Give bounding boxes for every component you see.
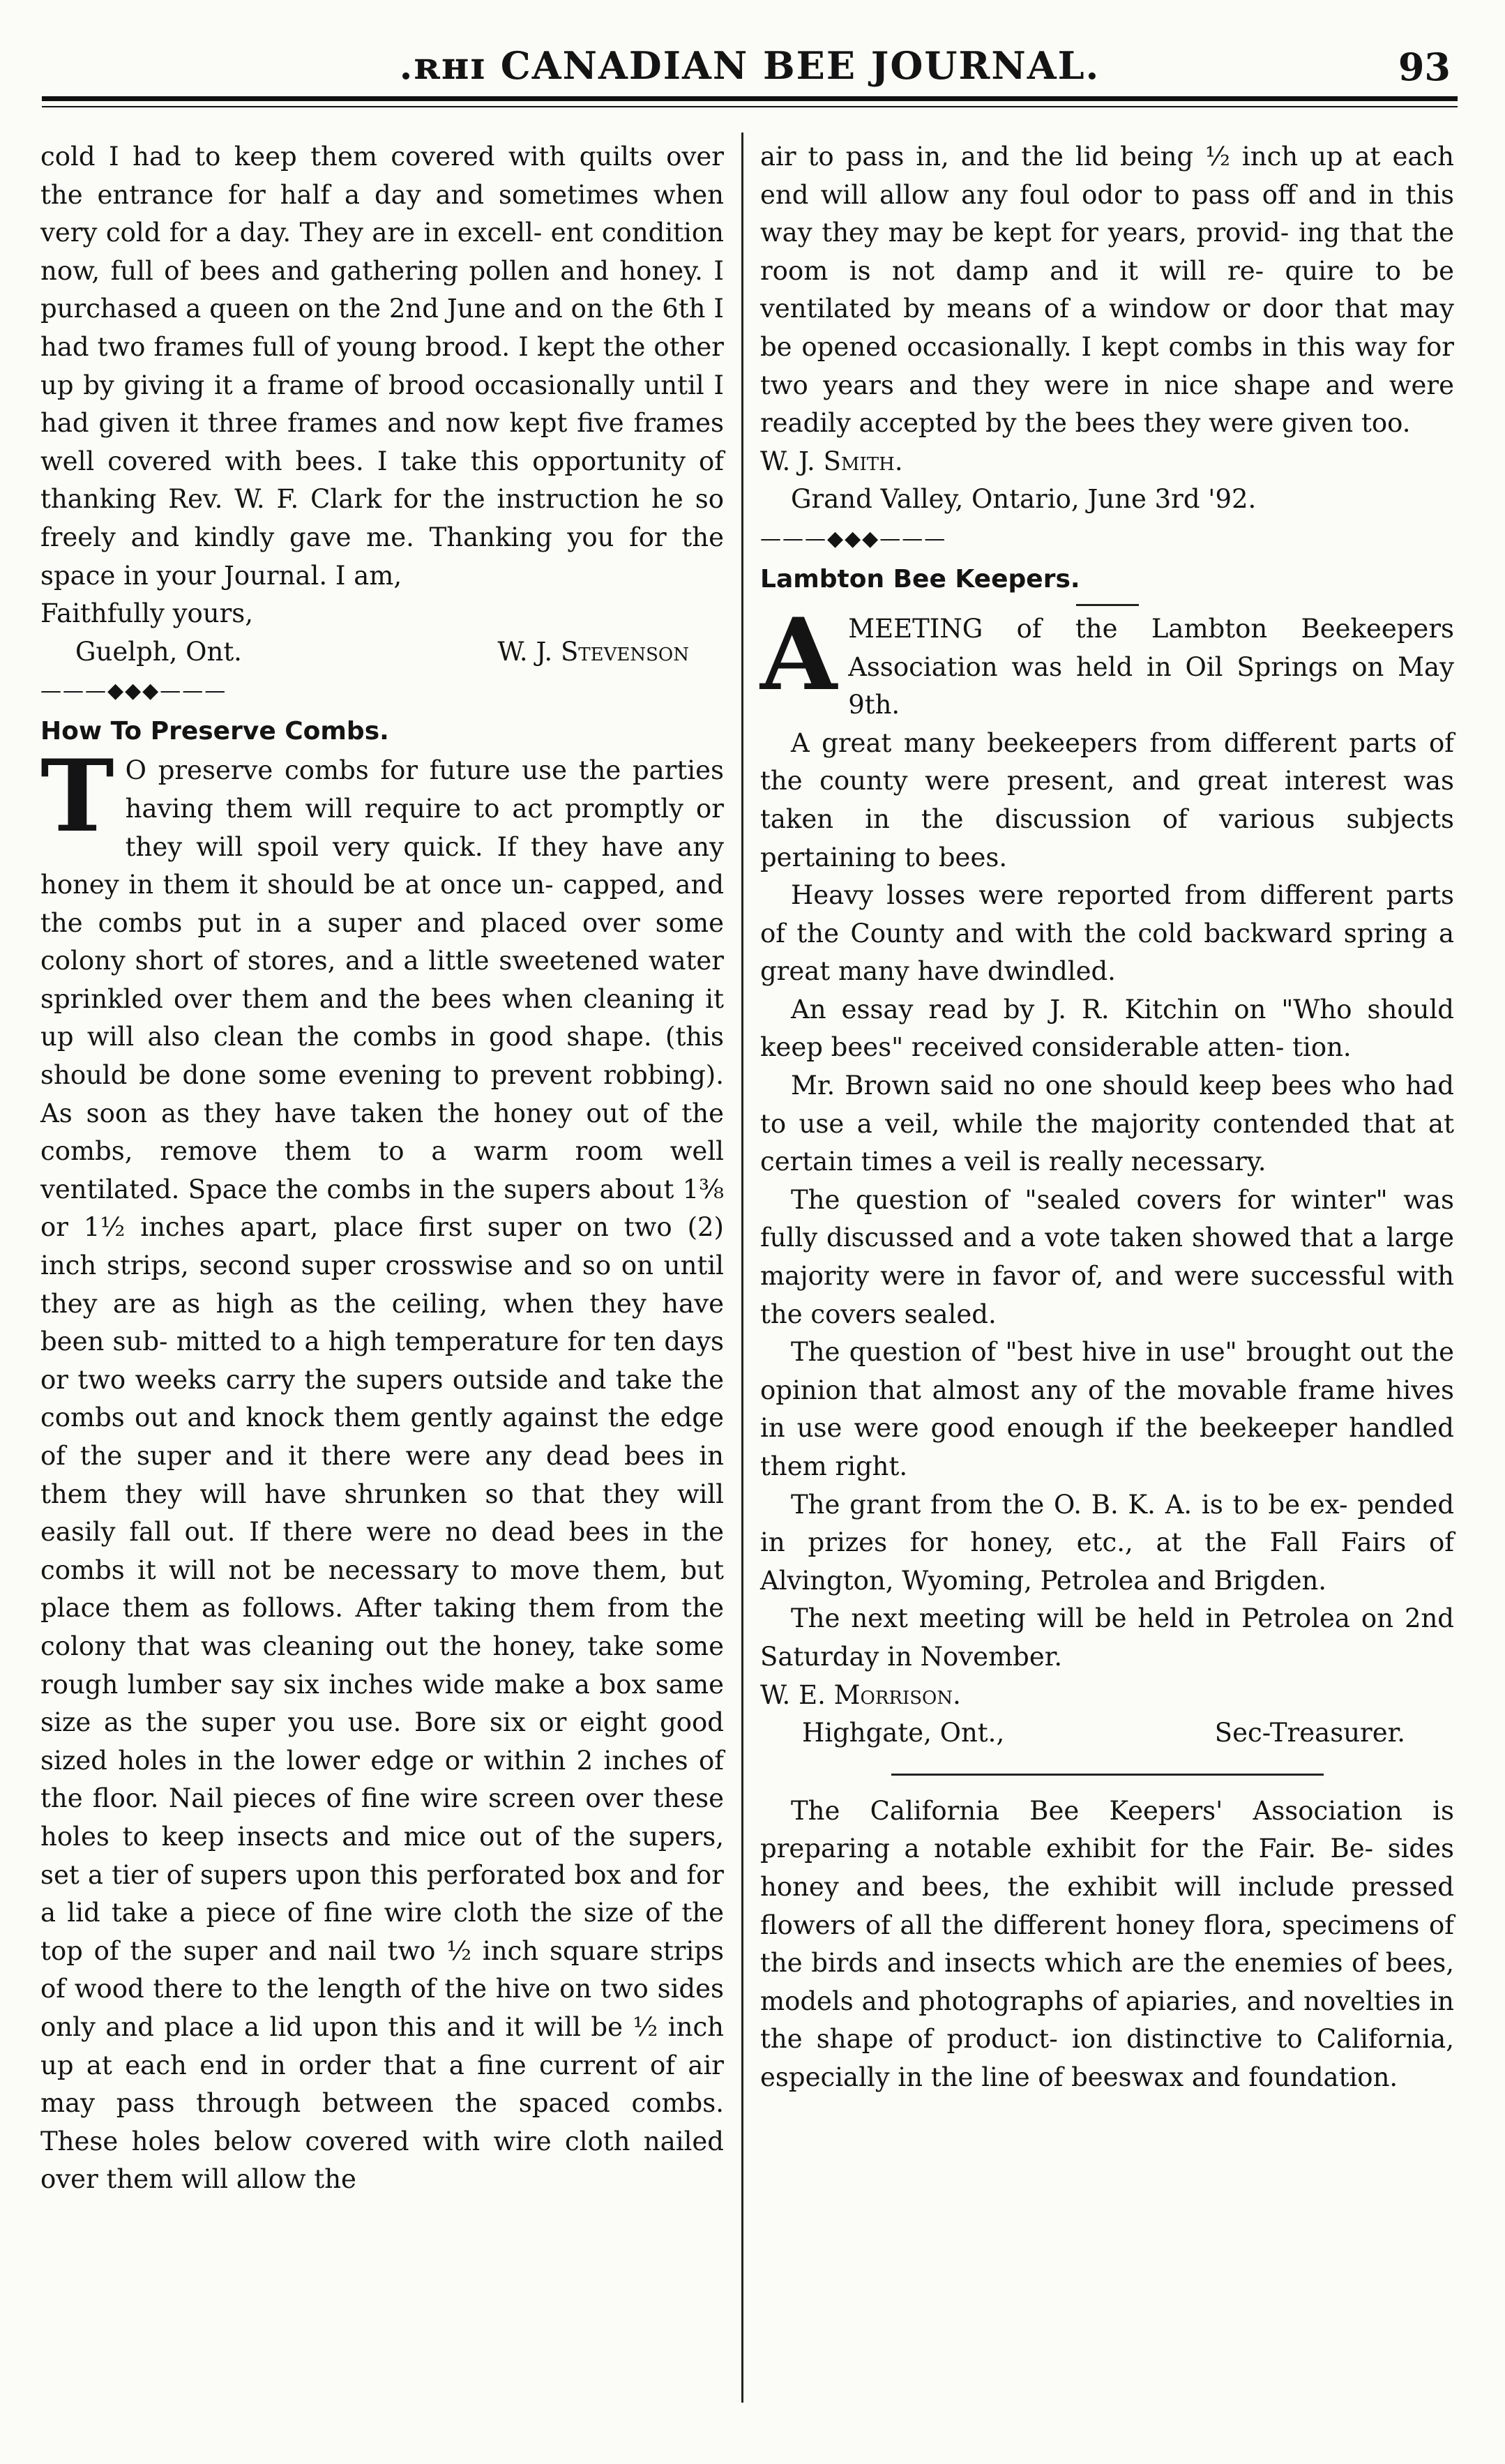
lambton-signature-place: Highgate, Ont.,	[802, 1718, 1005, 1748]
article-heading-preserve-combs: How To Preserve Combs.	[40, 717, 389, 746]
lambton-signature-title: Sec-Treasurer.	[1214, 1718, 1405, 1748]
article-heading-lambton: Lambton Bee Keepers.	[760, 564, 1080, 594]
lambton-paragraph: The grant from the O. B. K. A. is to be ex- pended in prizes for honey, etc., at the Fall Fairs of Alvington, Wyoming, Petrolea and Brigden.	[760, 1489, 1454, 1596]
right-column	[760, 138, 1454, 2097]
letter-continuation: cold I had to keep them covered with quilts over the entrance for half a day and sometimes when very cold for a day. They are in excell- ent condition now, full of bees and gathering pollen and honey. I purchased a queen on the 2nd June and on the 6th I had two frames full of young brood. I kept the other up by giving it a frame of brood occasionally until I had given it three frames and now kept five frames well covered with bees. I take this opportunity of thanking Rev. W. F. Clark for the instruction he so freely and kindly gave me. Thanking you for the space in your Journal. I am,	[40, 142, 724, 591]
page-header	[42, 43, 1458, 99]
lambton-paragraph: The question of "sealed covers for winter" was fully discussed and a vote taken showed that a large majority were in favor of, and were successful with the covers sealed.	[760, 1184, 1454, 1329]
letter-author: W. J. Stevenson	[497, 636, 689, 667]
combs-article-continuation: air to pass in, and the lid being ½ inch up at each end will allow any foul odor to pass off and in this way they may be kept for years, provid- ing that the room is not damp and it will re- quire to be ventilated by means of a window or door that may be opened occasionally. I kept combs in this way for two years and they were in nice shape and were readily accepted by the bees they were given too.	[760, 142, 1454, 439]
letter-closing: Faithfully yours,	[40, 598, 254, 629]
lambton-paragraph: Mr. Brown said no one should keep bees who had to use a veil, while the majority contended that at certain times a veil is really necessary.	[760, 1071, 1454, 1177]
header-rule-thick	[42, 96, 1458, 101]
lambton-paragraph: The question of "best hive in use" brought out the opinion that almost any of the movable frame hives in use were good enough if the beekeeper handled them right.	[760, 1337, 1454, 1481]
lambton-paragraph: A great many beekeepers from different parts of the county were present, and great interest was taken in the discussion of various subjects pertaining to bees.	[760, 727, 1454, 872]
header-rule-thin	[42, 106, 1458, 107]
lambton-signature-row	[760, 1714, 1454, 1753]
lambton-lead-text: MEETING of the Lambton Beekeepers Association was held in Oil Springs on May 9th.	[848, 613, 1454, 720]
combs-article-place-date: Grand Valley, Ontario, June 3rd '92.	[791, 484, 1257, 515]
article-preserve-combs	[40, 739, 724, 2199]
lambton-paragraph: An essay read by J. R. Kitchin on "Who should keep bees" received considerable atten- tion.	[760, 994, 1454, 1063]
left-column	[40, 138, 724, 2199]
column-divider	[741, 133, 743, 2403]
page-number: 93	[1398, 45, 1451, 89]
section-ornament: ———◆◆◆———	[40, 679, 227, 704]
section-divider	[891, 1774, 1324, 1776]
lambton-paragraph: The next meeting will be held in Petrolea on 2nd Saturday in November.	[760, 1603, 1454, 1672]
letter-place: Guelph, Ont.	[75, 636, 242, 667]
lambton-paragraph: Heavy losses were reported from different parts of the County and with the cold backward spring a great many have dwindled.	[760, 880, 1454, 987]
heading-underline	[1076, 604, 1139, 606]
letter-signature	[40, 633, 724, 672]
dropcap-letter: T	[40, 739, 114, 855]
journal-title: .ʀʜɪ CANADIAN BEE JOURNAL.	[399, 43, 1101, 88]
article-preserve-combs-text: O preserve combs for future use the parties having them will require to act promptly or they will spoil very quick. If they have any honey in them it should be at once un- capped, and the combs put in a super and placed over some colony short of stores, and a little sweetened water sprinkled over them and the bees when cleaning it up will also clean the combs in good shape. (this should be done some evening to prevent robbing). As soon as they have taken the honey out of the combs, remove them to a warm room well ventilated. Space the combs in the supers about 1⅜ or 1½ inches apart, place first super on two (2) inch strips, second super crosswise and so on until they are as high as the ceiling, when they have been sub- mitted to a high temperature for ten days or two weeks carry the supers outside and take the combs out and knock them gently against the edge of the super and it there were any dead bees in them they will have shrunken so that they will easily fall out. If there were no dead bees in the combs it will not be necessary to move them, but place them as follows. After taking them from the colony that was cleaning out the honey, take some rough lumber say six inches wide make a box same size as the super you use. Bore six or eight good sized holes in the lower edge or within 2 inches of the floor. Nail pieces of fine wire screen over these holes to keep insects and mice out of the supers, set a tier of supers upon this perforated box and for a lid take a piece of fine wire cloth the size of the top of the super and nail two ½ inch square strips of wood there to the length of the hive on two sides only and place a lid upon this and it will be ½ inch up at each end in order that a fine current of air may pass through between the spaced combs. These holes below covered with wire cloth nailed over them will allow the	[40, 755, 724, 2195]
dropcap-letter-a: A	[760, 596, 838, 713]
california-paragraph: The California Bee Keepers' Association is preparing a notable exhibit for the Fair. Be- sides honey and bees, the exhibit will include pressed flowers of all the different honey flora, specimens of the birds and insects which are the enemies of bees, models and photographs of apiaries, and novelties in the shape of product- ion distinctive to California, especially in the line of beeswax and foundation.	[760, 1795, 1454, 2092]
section-ornament-2: ———◆◆◆———	[760, 526, 947, 551]
combs-article-author: W. J. Smith.	[760, 446, 903, 476]
lambton-lead	[760, 596, 1454, 725]
lambton-signature-name: W. E. Morrison.	[760, 1679, 961, 1710]
